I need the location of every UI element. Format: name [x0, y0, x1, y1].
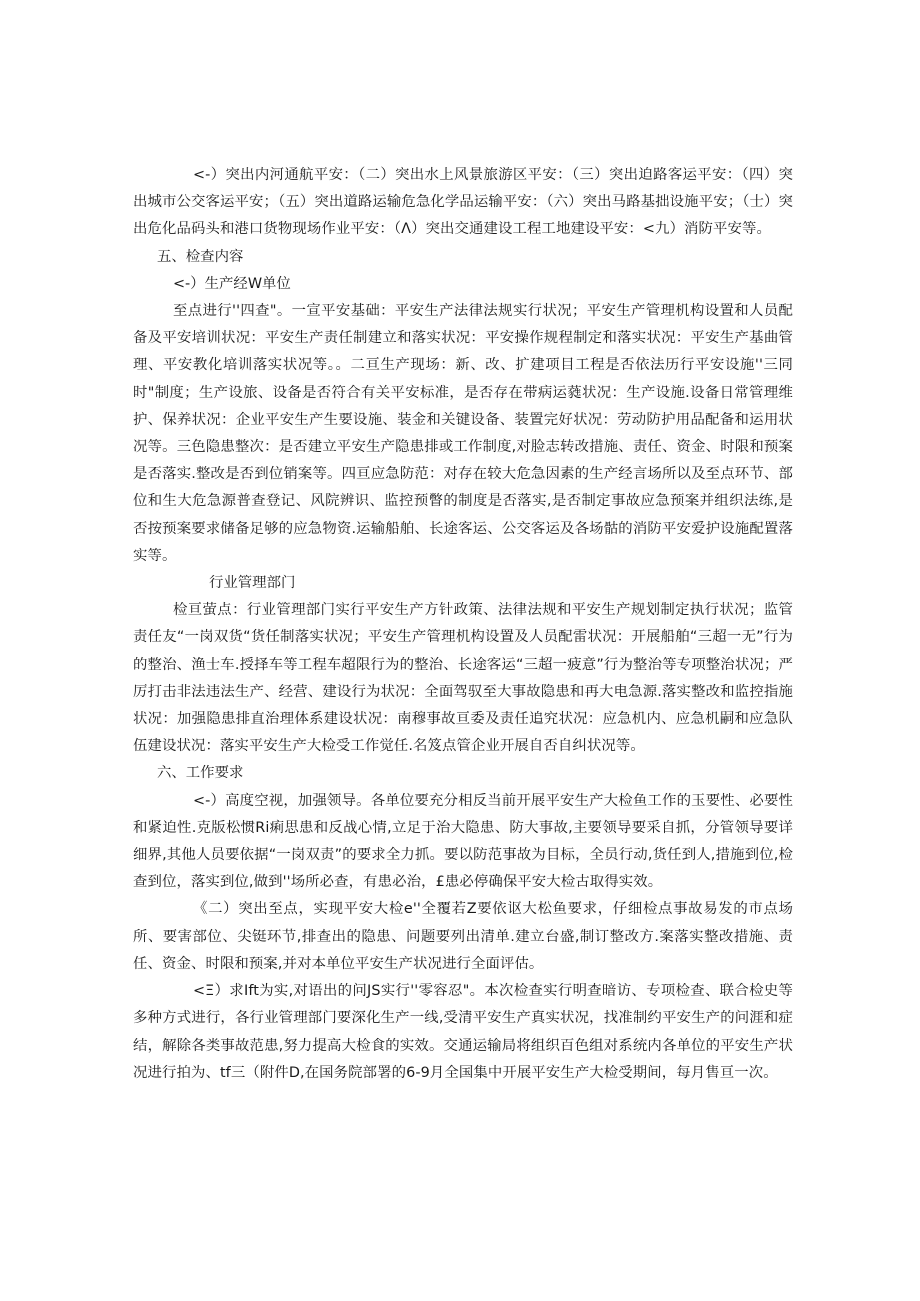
paragraph-industry-check-points: 检亘萤点：行业管理部门实行平安生产方针政策、法律法规和平安生产规划制定执行状况；监管责任友“一岗双货“货任制落实状况；平安生产管理机构设置及人员配雷状况：开展船舶“三超一无”行为的整治、渔士车.授择车等工程车超限行为的整治、长途客运“三超一疲意”行为整治等专项整治状况；严厉打击非法违法生产、经营、建设行为状况：全面驾驭至大事故隐患和再大电急源.落实整改和监控指施状况：加强隐患排直治理体系建设状况：南穆事故亘委及责任追究状况：应急机内、应急机嗣和应急队伍建设状况：落实平安生产大检受工作觉任.名笈点管企业开展自否自纠状况等。 — [133, 602, 793, 755]
paragraph-safety-focus-list: <-）突出内河通航平安：（二）突出水上风景旅游区平安：（三）突出迫路客运平安：（四）突出城市公交客运平安；（五）突出道路运输危急化学品运输平安：（六）突出马路基拙设施平安；（士）突出危化品码头和港口货物现场作业平安：（Λ）突出交通建设工程工地建设平安：<九）消防平安等。 — [133, 167, 793, 238]
section-heading-inspection-content: 五、检查内容 — [157, 248, 244, 265]
section-heading-work-requirements: 六、工作要求 — [157, 765, 244, 782]
paragraph-four-checks: 至点进行''四查"。一宣平安基础：平安生产法律法规实行状况；平安生产管理机构设置和人员配备及平安培训状况：平安生产责任制建立和落实状况：平安操作规程制定和落实状况：平安生产基曲管理、平安教化培训落实状况等。。二亘生产现场：新、改、扩建项目工程是否依法历行平安设施''三同时"制度；生产设旅、设备是否符合有关平安标准，是否存在带病运蕤状况：生产设施.设备日常管理维护、保养状况：企业平安生产生要设施、装金和关键设备、装置完好状况：劳动防护用品配备和运用状况等。三色隐患整次：是否建立平安生产隐患排或工作制度,对脸志转改措施、责任、资金、时限和预案是否落实.整改是否到位销案等。四亘应急防范：对存在较大危急因素的生产经言场所以及至点环节、部位和生大危急源普查登记、风院辨识、监控预瞥的制度是否落实,是否制定事故应急预案并组织法练,是否按预案要求储备足够的应急物资.运输船舶、长途客运、公交客运及各场骷的消防平安爱护设施配置落实等。 — [133, 303, 793, 564]
paragraph-requirement-zero-tolerance: <Ξ）求Ift为实,对语出的问JS实行''零容忍"。本次检查实行明查暗访、专项检查、联合检史等多种方式进行，各行业管理部门要深化生产一线,受清平安生产真实状况，找准制约平安生产的问涯和症结，解除各类事故范患,努力提高大检食的实效。交通运输局将组织百色组对系统内各单位的平安生产状况进行拍为、tf三（附件D,在国务院部署的6-9月全国集中开展平安生产大检受期间，每月售亘一次。 — [133, 983, 793, 1081]
subsection-heading-industry-departments: 行业管理部门 — [209, 575, 296, 592]
subsection-heading-production-units: <-）生产经W单位 — [173, 275, 291, 292]
paragraph-requirement-key-points: 《二）突出至点，实现平安大检e''全覆若Z要依讴大松鱼要求，仔细检点事故易发的市点场所、要害部位、尖铤环节,排查出的隐患、问题要列出清单.建立台盛,制订整改方.案落实整改措施、责任、资金、时限和预案,并对本单位平安生产状况进行全面评估。 — [133, 901, 793, 972]
paragraph-requirement-leadership: <-）高度空视，加强领导。各单位要充分相反当前开展平安生产大检鱼工作的玉要性、必要性和紧迫性.克版松惯Ri痢思患和反战心情,立足于治大隐患、防大事故,主要领导要采自抓，分管领导要详细界,其他人员要依据“一岗双责”的要求全力抓。要以防范事故为目标，全员行动,货任到人,措施到位,检查到位，落实到位,做到''场所必查，有患必治，£患必停确保平安大检古取得实效。 — [133, 792, 793, 891]
document-body — [133, 162, 793, 1087]
